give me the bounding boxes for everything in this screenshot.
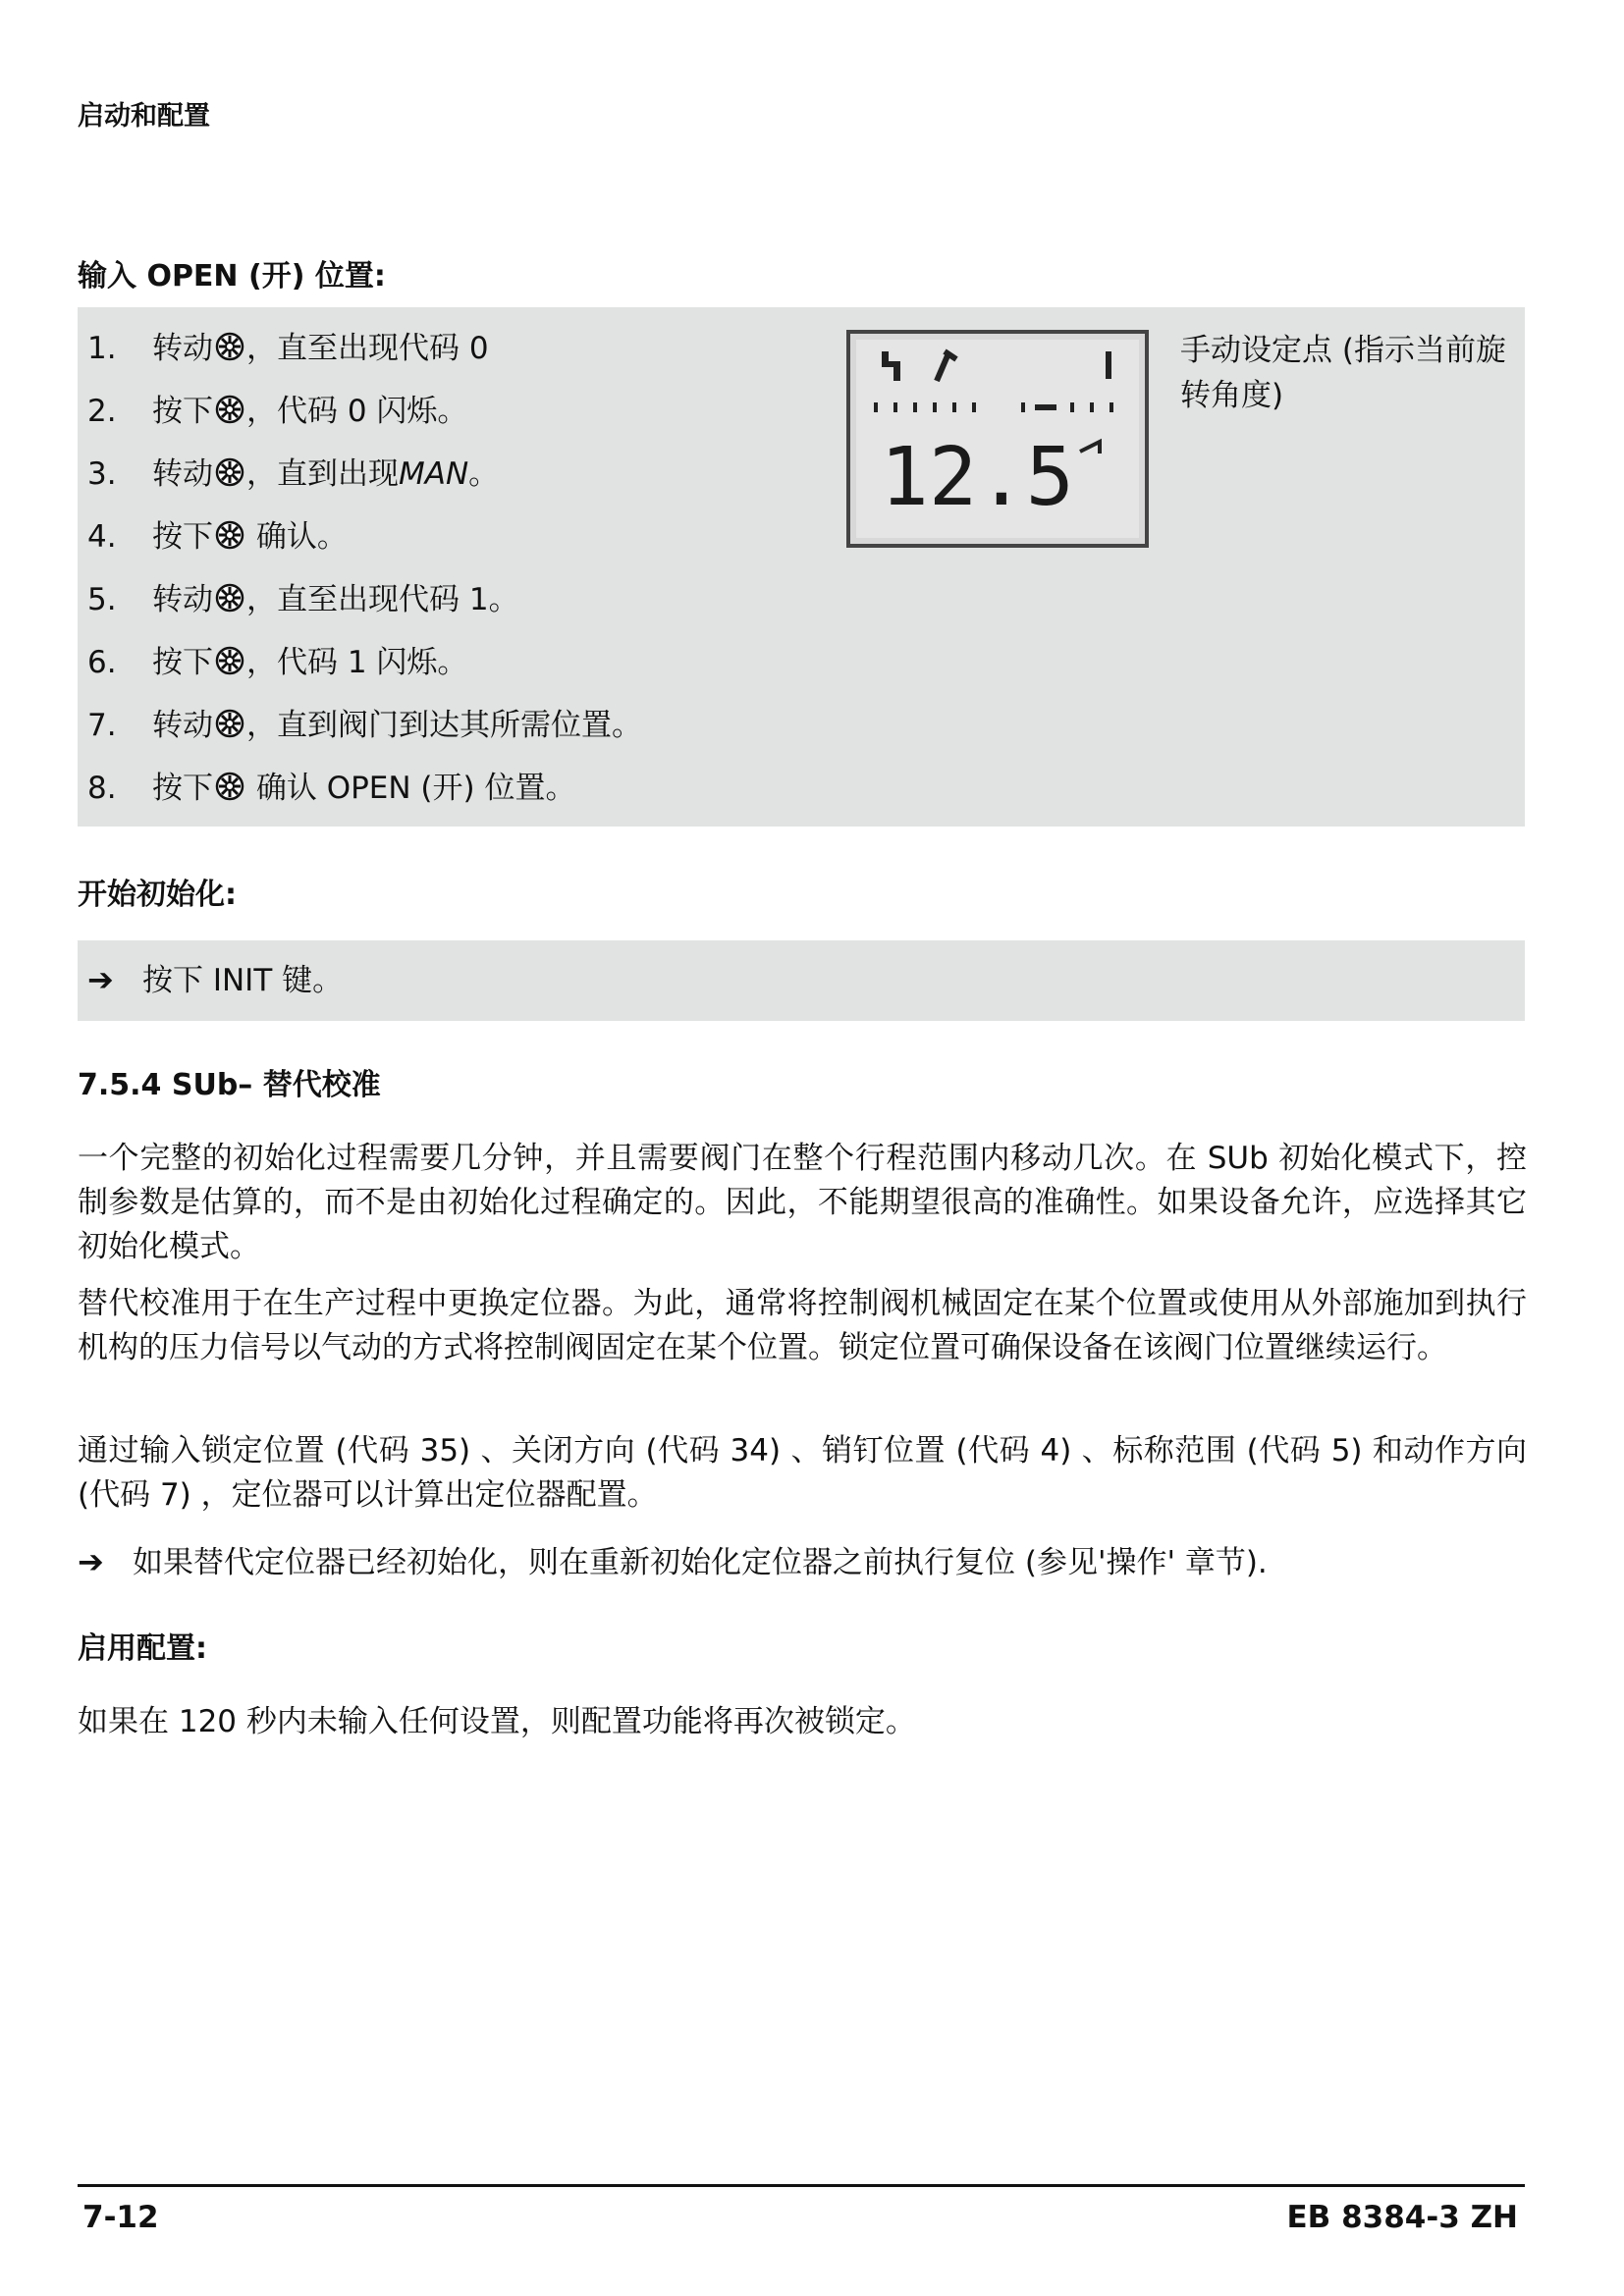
- display-caption: 手动设定点 (指示当前旋转角度): [1180, 333, 1506, 413]
- step-number: 7.: [87, 708, 117, 743]
- step-text: ，直到出现: [246, 456, 399, 492]
- rotary-knob-icon: [213, 519, 246, 555]
- step-text: ，代码 0 闪烁。: [246, 394, 468, 429]
- open-step-8: [87, 767, 575, 810]
- rotary-knob-icon: [213, 394, 246, 429]
- start-init-heading: 开始初始化:: [78, 878, 237, 912]
- step-text: ，直至出现代码 1。: [246, 582, 519, 617]
- rotary-knob-icon: [213, 582, 246, 617]
- step-verb: 转动: [152, 708, 213, 743]
- enable-paragraph: 如果在 120 秒内未输入任何设置，则配置功能将再次被锁定。: [78, 1704, 916, 1739]
- sub-section-heading: 7.5.4 SUb– 替代校准: [78, 1068, 381, 1102]
- step-text: ，直到阀门到达其所需位置。: [246, 708, 642, 743]
- open-step-4: [87, 515, 348, 559]
- step-number: 6.: [87, 645, 117, 680]
- footer-rule: [78, 2184, 1525, 2187]
- step-verb: 按下: [152, 519, 213, 555]
- rotary-knob-icon: [213, 331, 246, 366]
- sub-paragraph-3: 通过输入锁定位置 (代码 35) 、关闭方向 (代码 34) 、销钉位置 (代码 4) 、标称范围 (代码 5) 和动作方向 (代码 7) ，定位器可以计算出定位器配置。: [78, 1433, 1527, 1513]
- sub-paragraph-1: 一个完整的初始化过程需要几分钟，并且需要阀门在整个行程范围内移动几次。在 SUb 初始化模式下，控制参数是估算的，而不是由初始化过程确定的。因此，不能期望很高的准确性。如果设备允许，应选择其它初始化模式。: [78, 1141, 1527, 1264]
- step-verb: 转动: [152, 331, 213, 366]
- open-step-3: [87, 453, 499, 496]
- enable-config-heading: 启用配置:: [78, 1631, 207, 1666]
- arrow-right-icon: ➔: [78, 1543, 104, 1580]
- step-verb: 按下: [152, 645, 213, 680]
- rotary-knob-icon: [213, 708, 246, 743]
- step-verb: 按下: [152, 771, 213, 806]
- step-text: 确认 OPEN (开) 位置。: [246, 771, 576, 806]
- step-number: 4.: [87, 519, 117, 555]
- open-step-5: [87, 578, 519, 621]
- init-step-text: 按下 INIT 键。: [142, 963, 344, 998]
- page-number: 7-12: [82, 2200, 159, 2235]
- sub-note-text: 如果替代定位器已经初始化，则在重新初始化定位器之前执行复位 (参见'操作' 章节).: [133, 1545, 1268, 1580]
- open-position-heading: 输入 OPEN (开) 位置:: [78, 259, 386, 294]
- step-text-end: 。: [468, 456, 500, 492]
- step-number: 3.: [87, 456, 117, 492]
- step-text: 确认。: [246, 519, 348, 555]
- step-number: 8.: [87, 771, 117, 806]
- rotary-knob-icon: [213, 771, 246, 806]
- arrow-right-icon: ➔: [87, 961, 114, 998]
- open-step-2: [87, 390, 467, 433]
- document-id: EB 8384-3 ZH: [1286, 2200, 1518, 2235]
- rotary-knob-icon: [213, 456, 246, 492]
- step-number: 5.: [87, 582, 117, 617]
- sub-paragraph-2: 替代校准用于在生产过程中更换定位器。为此，通常将控制阀机械固定在某个位置或使用从外部施加到执行机构的压力信号以气动的方式将控制阀固定在某个位置。锁定位置可确保设备在该阀门位置继续运行。: [78, 1286, 1527, 1365]
- lcd-display: [846, 330, 1149, 548]
- segment-bar-icon: [1106, 351, 1111, 379]
- step-verb: 转动: [152, 456, 213, 492]
- running-header: 启动和配置: [78, 101, 210, 132]
- step-text: ，直至出现代码 0: [246, 331, 489, 366]
- lcd-value: 12.5: [880, 431, 1074, 524]
- step-number: 1.: [87, 331, 117, 366]
- rotary-knob-icon: [213, 645, 246, 680]
- step-verb: 转动: [152, 582, 213, 617]
- step-mode-name: MAN: [399, 456, 469, 492]
- init-step: [87, 958, 343, 1002]
- open-step-7: [87, 704, 642, 747]
- open-step-1: [87, 327, 489, 370]
- step-text: ，代码 1 闪烁。: [246, 645, 468, 680]
- sub-note: [78, 1540, 1268, 1585]
- step-number: 2.: [87, 394, 117, 429]
- open-step-6: [87, 641, 467, 684]
- step-verb: 按下: [152, 394, 213, 429]
